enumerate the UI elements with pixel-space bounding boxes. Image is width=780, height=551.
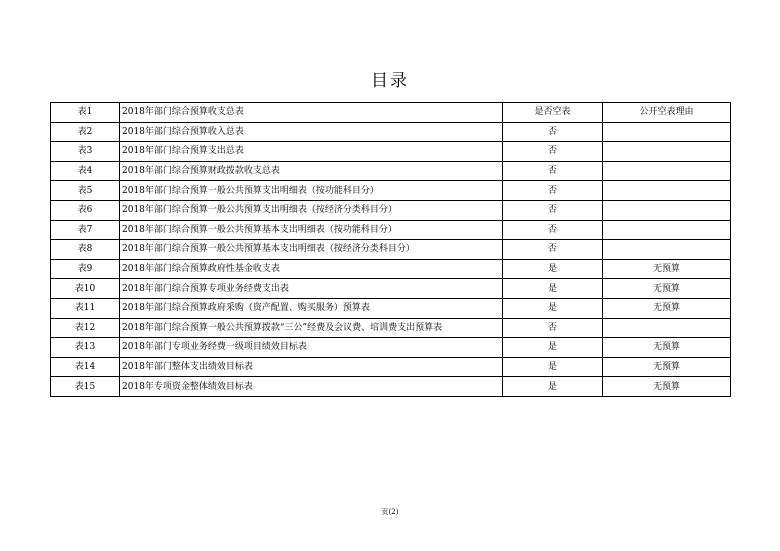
table-cell-name: 2018年部门综合预算收支总表 [120, 103, 503, 123]
table-cell-num: 表9 [51, 259, 120, 279]
table-cell-is-empty: 是 [503, 298, 603, 318]
table-cell-reason: 无预算 [603, 279, 731, 299]
table-cell-reason [603, 181, 731, 201]
header-reason: 公开空表理由 [603, 103, 731, 123]
toc-table [50, 102, 731, 397]
table-cell-num: 表15 [51, 377, 120, 397]
table-cell-reason [603, 318, 731, 338]
table-cell-is-empty: 否 [503, 161, 603, 181]
table-row [51, 338, 731, 358]
table-cell-name: 2018年部门综合预算财政拨款收支总表 [120, 161, 503, 181]
table-cell-is-empty: 否 [503, 200, 603, 220]
table-row [51, 122, 731, 142]
toc-table-body [51, 103, 731, 397]
table-cell-reason [603, 142, 731, 162]
table-cell-is-empty: 是 [503, 279, 603, 299]
table-cell-name: 2018年部门综合预算政府性基金收支表 [120, 259, 503, 279]
table-row [51, 220, 731, 240]
table-cell-is-empty: 否 [503, 318, 603, 338]
table-cell-reason: 无预算 [603, 357, 731, 377]
table-cell-name: 2018年专项资金整体绩效目标表 [120, 377, 503, 397]
table-cell-name: 2018年部门综合预算专项业务经费支出表 [120, 279, 503, 299]
table-header-row [51, 103, 731, 123]
table-cell-is-empty: 是 [503, 259, 603, 279]
table-row [51, 161, 731, 181]
table-cell-num: 表12 [51, 318, 120, 338]
table-cell-name: 2018年部门综合预算支出总表 [120, 142, 503, 162]
table-cell-name: 2018年部门综合预算收入总表 [120, 122, 503, 142]
table-cell-is-empty: 是 [503, 357, 603, 377]
table-cell-name: 2018年部门综合预算一般公共预算基本支出明细表（按经济分类科目分） [120, 240, 503, 260]
table-cell-is-empty: 否 [503, 122, 603, 142]
table-cell-is-empty: 否 [503, 240, 603, 260]
table-row [51, 298, 731, 318]
table-cell-is-empty: 是 [503, 377, 603, 397]
table-row [51, 357, 731, 377]
table-cell-num: 表1 [51, 103, 120, 123]
table-cell-is-empty: 否 [503, 181, 603, 201]
table-cell-reason: 无预算 [603, 338, 731, 358]
table-cell-num: 表2 [51, 122, 120, 142]
table-row [51, 377, 731, 397]
table-cell-reason [603, 220, 731, 240]
table-cell-num: 表7 [51, 220, 120, 240]
table-cell-name: 2018年部门综合预算一般公共预算拨款“三公”经费及会议费、培训费支出预算表 [120, 318, 503, 338]
table-cell-num: 表6 [51, 200, 120, 220]
table-cell-num: 表3 [51, 142, 120, 162]
table-cell-is-empty: 否 [503, 142, 603, 162]
table-cell-name: 2018年部门综合预算政府采购（资产配置、购买服务）预算表 [120, 298, 503, 318]
table-cell-reason [603, 122, 731, 142]
table-cell-reason [603, 240, 731, 260]
page-title: 目录 [371, 71, 409, 91]
table-cell-name: 2018年部门专项业务经费一级项目绩效目标表 [120, 338, 503, 358]
table-cell-name: 2018年部门综合预算一般公共预算支出明细表（按经济分类科目分） [120, 200, 503, 220]
table-cell-name: 2018年部门综合预算一般公共预算基本支出明细表（按功能科目分） [120, 220, 503, 240]
table-row [51, 240, 731, 260]
table-cell-num: 表10 [51, 279, 120, 299]
table-row [51, 318, 731, 338]
table-cell-num: 表13 [51, 338, 120, 358]
table-cell-num: 表14 [51, 357, 120, 377]
table-cell-num: 表8 [51, 240, 120, 260]
table-cell-num: 表4 [51, 161, 120, 181]
table-cell-name: 2018年部门综合预算一般公共预算支出明细表（按功能科目分） [120, 181, 503, 201]
table-cell-reason: 无预算 [603, 377, 731, 397]
table-cell-is-empty: 否 [503, 220, 603, 240]
table-cell-reason [603, 200, 731, 220]
table-cell-num: 表5 [51, 181, 120, 201]
table-row [51, 200, 731, 220]
table-cell-num: 表11 [51, 298, 120, 318]
table-cell-is-empty: 是 [503, 338, 603, 358]
table-row [51, 181, 731, 201]
table-cell-reason: 无预算 [603, 298, 731, 318]
header-is-empty: 是否空表 [503, 103, 603, 123]
table-row [51, 279, 731, 299]
table-row [51, 259, 731, 279]
table-cell-reason [603, 161, 731, 181]
table-cell-reason: 无预算 [603, 259, 731, 279]
table-row [51, 142, 731, 162]
page-number: 页(2) [381, 508, 399, 516]
table-cell-name: 2018年部门整体支出绩效目标表 [120, 357, 503, 377]
